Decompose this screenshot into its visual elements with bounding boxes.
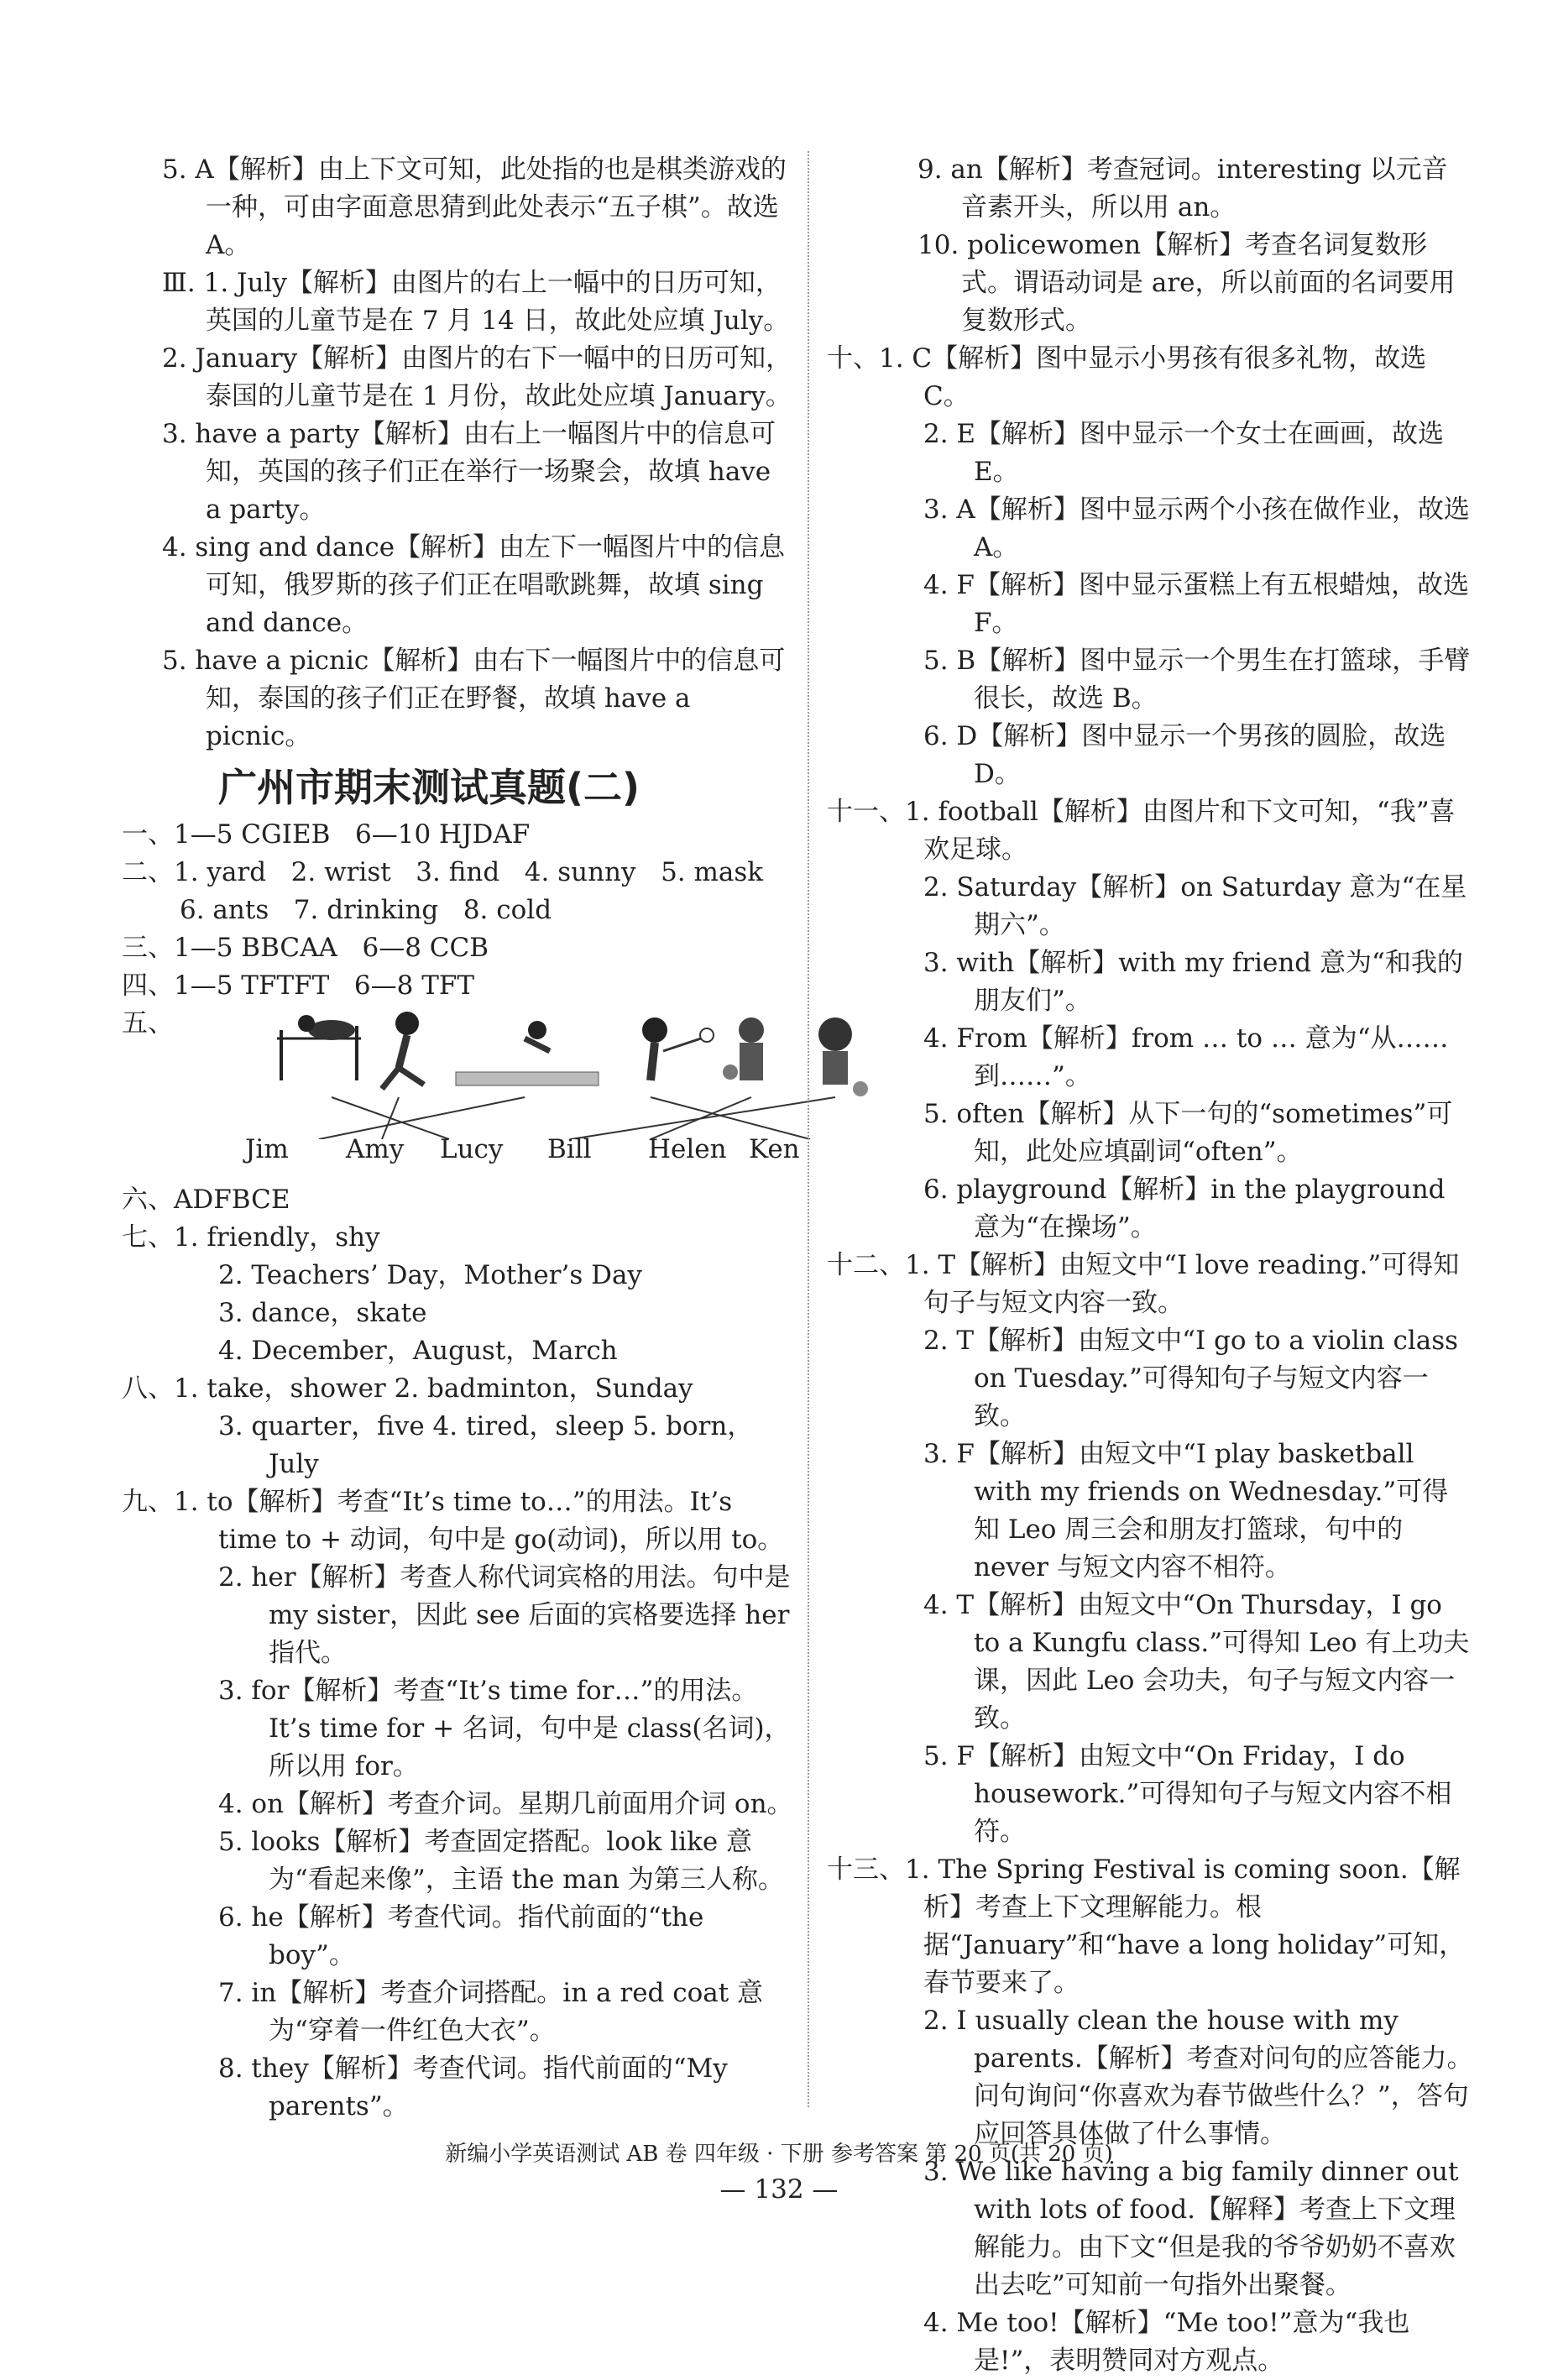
basketball-player-head xyxy=(739,1017,764,1043)
answer-item: 10. policewomen【解析】考查名词复数形式。谓语动词是 are，所以前面的名词要用复数形式。 xyxy=(918,230,1456,336)
name-row xyxy=(218,1131,823,1173)
long-jumper-body xyxy=(525,1038,550,1051)
answer-item: 八、1. take，shower 2. badminton，Sunday xyxy=(122,1373,693,1404)
answer-item: 4. From【解析】from … to … 意为“从……到……”。 xyxy=(923,1023,1449,1091)
name-label: Lucy xyxy=(440,1134,504,1164)
answer-item: 6. he【解析】考查代词。指代前面的“the boy”。 xyxy=(218,1902,704,1970)
answer-item: 3. dance，skate xyxy=(218,1298,427,1328)
answer-item: 3. for【解析】考查“It’s time for…”的用法。It’s time for + 名词，句中是 class(名词)，所以用 for。 xyxy=(218,1676,791,1781)
answer-item: 4. T【解析】由短文中“On Thursday，I go to a Kungfu class.”可得知 Leo 有上功夫课，因此 Leo 会功夫，句子与短文内容一致。 xyxy=(923,1590,1470,1734)
badminton-racket-head xyxy=(700,1028,714,1042)
answer-item: 九、1. to【解析】考查“It’s time to…”的用法。It’s time to + 动词，句中是 go(动词)，所以用 to。 xyxy=(122,1487,784,1555)
badminton-racket xyxy=(663,1038,701,1051)
answer-item: 十、1. C【解析】图中显示小男孩有很多礼物，故选 C。 xyxy=(827,343,1427,411)
answer-item: 十二、1. T【解析】由短文中“I love reading.”可得知句子与短文内容一致。 xyxy=(827,1250,1460,1318)
answer-item: 7. in【解析】考查介词搭配。in a red coat 意为“穿着一件红色大衣”。 xyxy=(218,1978,764,2046)
long-jump-pit xyxy=(456,1072,599,1085)
answer-item: 4. sing and dance【解析】由左下一幅图片中的信息可知，俄罗斯的孩子们正在唱歌跳舞，故填 sing and dance。 xyxy=(162,532,786,638)
answer-line: 一、1—5 CGIEB 6—10 HJDAF xyxy=(122,819,531,850)
runner-head xyxy=(395,1012,419,1035)
footer-book-info: 新编小学英语测试 AB 卷 四年级 · 下册 参考答案 第 20 页(共 20 页) xyxy=(445,2142,1113,2167)
jumper-head xyxy=(298,1015,315,1032)
answer-item: 2. I usually clean the house with my parents.【解析】考查对问句的应答能力。问句询问“你喜欢为春节做些什么？”，答句应回答具体做了什么事情。 xyxy=(923,2006,1473,2149)
answer-item: 4. December，August，March xyxy=(218,1336,618,1366)
right-column xyxy=(827,151,1473,2380)
answer-item: 5. A【解析】由上下文可知，此处指的也是棋类游戏的一种，可由字面意思猜到此处表示“五子棋”。故选 A。 xyxy=(162,154,787,260)
answer-item: 2. T【解析】由短文中“I go to a violin class on Tuesday.”可得知句子与短文内容一致。 xyxy=(923,1326,1459,1431)
answer-line: 三、1—5 BBCAA 6—8 CCB xyxy=(122,933,489,963)
sports-pictures-svg xyxy=(206,1005,877,1139)
answer-line: 6. ants 7. drinking 8. cold xyxy=(122,895,552,925)
answer-item: 5. often【解析】从下一句的“sometimes”可知，此处应填副词“often”。 xyxy=(923,1099,1453,1167)
basketball xyxy=(723,1064,738,1080)
answer-item: 5. looks【解析】考查固定搭配。look like 意为“看起来像”，主语 the man 为第三人称。 xyxy=(218,1827,784,1895)
section-five-label: 五、 xyxy=(122,1008,174,1038)
answer-item: 5. F【解析】由短文中“On Friday，I do housework.”可得知句子与短文内容不相符。 xyxy=(923,1741,1452,1847)
basketball-player-body xyxy=(740,1043,763,1080)
runner-body xyxy=(399,1035,407,1068)
answer-item: 5. B【解析】图中显示一个男生在打篮球，手臂很长，故选 B。 xyxy=(923,646,1471,714)
answer-line: 四、1—5 TFTFT 6—8 TFT xyxy=(122,970,475,1001)
badminton-player-head xyxy=(642,1017,667,1043)
answer-item: 4. F【解析】图中显示蛋糕上有五根蜡烛，故选 F。 xyxy=(923,570,1469,638)
answer-item: 六、ADFBCE xyxy=(122,1185,290,1215)
answer-item: 4. on【解析】考查介词。星期几前面用介词 on。 xyxy=(218,1789,793,1819)
page-number: — 132 — xyxy=(719,2174,839,2205)
answer-item: 2. E【解析】图中显示一个女士在画画，故选 E。 xyxy=(923,419,1445,487)
answer-item: 十一、1. football【解析】由图片和下文可知，“我”喜欢足球。 xyxy=(827,797,1456,865)
answer-item: 3. We like having a big family dinner out with lots of food.【解释】考查上下文理解能力。由下文“但是我的爷爷奶奶不喜欢出去吃”可知前一句指外出聚餐。 xyxy=(923,2157,1459,2300)
answer-item: 2. her【解析】考查人称代词宾格的用法。句中是 my sister，因此 see 后面的宾格要选择 her 指代。 xyxy=(218,1562,791,1668)
runner-leg xyxy=(399,1068,424,1085)
answer-item: 6. D【解析】图中显示一个男孩的圆脸，故选 D。 xyxy=(923,721,1446,789)
answer-item: 2. January【解析】由图片的右下一幅中的日历可知，泰国的儿童节是在 1 月份，故此处应填 January。 xyxy=(162,343,792,411)
answer-item: 3. have a party【解析】由右上一幅图片中的信息可知，英国的孩子们正在举行一场聚会，故填 have a party。 xyxy=(162,419,776,525)
long-jumper-head xyxy=(528,1021,546,1039)
name-label: Ken xyxy=(749,1134,800,1164)
answer-item: 七、1. friendly，shy xyxy=(122,1222,380,1253)
answer-item: 2. Teachers’ Day，Mother’s Day xyxy=(218,1260,642,1290)
answer-item: 5. have a picnic【解析】由右下一幅图片中的信息可知，泰国的孩子们正在野餐，故填 have a picnic。 xyxy=(162,646,786,751)
left-column xyxy=(122,151,800,2126)
runner-leg xyxy=(382,1068,399,1089)
jumper-figure xyxy=(308,1020,355,1040)
name-label: Jim xyxy=(245,1134,289,1164)
name-label: Bill xyxy=(547,1134,592,1164)
answer-item: 3. quarter，five 4. tired，sleep 5. born，July xyxy=(218,1411,754,1479)
answer-item: 8. they【解析】考查代词。指代前面的“My parents”。 xyxy=(218,2053,728,2121)
answer-item: 9. an【解析】考查冠词。interesting 以元音音素开头，所以用 an。 xyxy=(918,154,1448,222)
answer-line: 二、1. yard 2. wrist 3. find 4. sunny 5. mask xyxy=(122,857,764,887)
answer-item: 6. playground【解析】in the playground 意为“在操场”。 xyxy=(923,1174,1446,1242)
answer-item: 2. Saturday【解析】on Saturday 意为“在星期六”。 xyxy=(923,872,1467,940)
badminton-player-body xyxy=(651,1043,655,1080)
answer-item: Ⅲ. 1. July【解析】由图片的右上一幅中的日历可知，英国的儿童节是在 7 月 14 日，故此处应填 July。 xyxy=(162,268,790,336)
section-title: 广州市期末测试真题(二) xyxy=(218,765,640,810)
answer-item: 3. A【解析】图中显示两个小孩在做作业，故选 A。 xyxy=(923,494,1470,562)
column-divider xyxy=(808,151,809,2107)
answer-item: 3. F【解析】由短文中“I play basketball with my friends on Wednesday.”可得知 Leo 周三会和朋友打篮球，句中的 never 与短文内容不相符。 xyxy=(923,1439,1449,1582)
name-label: Amy xyxy=(346,1134,405,1164)
answer-item: 十三、1. The Spring Festival is coming soon.【解析】考查上下文理解能力。根据“January”和“have a long holiday”可知，春节要来了。 xyxy=(827,1854,1466,1998)
matching-figure xyxy=(122,1005,800,1181)
answer-item: 3. with【解析】with my friend 意为“和我的朋友们”。 xyxy=(923,948,1463,1016)
name-label: Helen xyxy=(648,1134,727,1164)
answer-item: 4. Me too!【解析】“Me too!”意为“我也是!”，表明赞同对方观点。 xyxy=(923,2308,1410,2376)
